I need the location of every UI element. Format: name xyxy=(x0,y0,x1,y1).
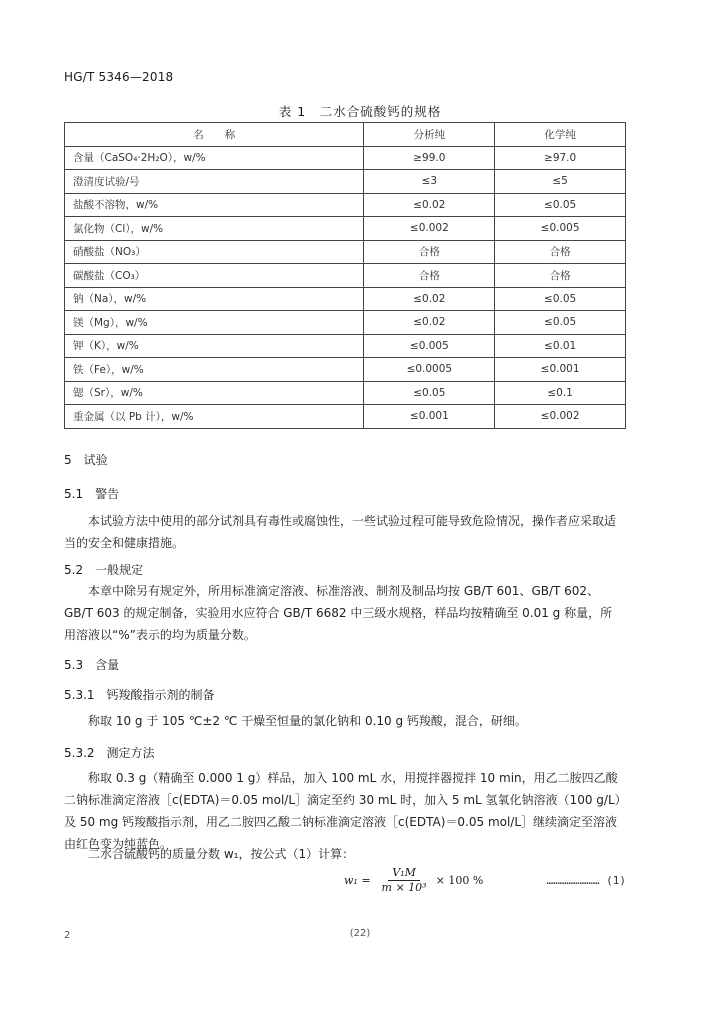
standard-number: HG/T 5346—2018 xyxy=(64,70,174,84)
formula-expression xyxy=(344,866,483,895)
table-body xyxy=(65,146,626,428)
column-header-analytical: 分析纯 xyxy=(364,123,495,147)
table-row xyxy=(65,334,626,358)
table-row xyxy=(65,170,626,194)
cell-chemical-grade: 合格 xyxy=(495,264,626,288)
section-5-2-text: 本章中除另有规定外，所用标准滴定溶液、标准溶液、制剂及制品均按 GB/T 601、GB/T 602、GB/T 603 的规定制备，实验用水应符合 GB/T 6682 中三级水规格，样品均按精确至 0.01 g 称量，所用溶液以“%”表示的均为质量分数。 xyxy=(64,584,613,642)
formula-lhs: w₁ = xyxy=(344,874,371,887)
table-row xyxy=(65,358,626,382)
cell-analytical-grade: ≤0.001 xyxy=(364,405,495,429)
cell-analytical-grade: ≥99.0 xyxy=(364,146,495,170)
cell-chemical-grade: ≤5 xyxy=(495,170,626,194)
cell-item-name: 重金属（以 Pb 计），w/% xyxy=(65,405,364,429)
formula-numerator: V₁M xyxy=(388,866,420,881)
table-row xyxy=(65,405,626,429)
cell-analytical-grade: ≤3 xyxy=(364,170,495,194)
section-5-3-2-text: 称取 0.3 g（精确至 0.000 1 g）样品，加入 100 mL 水，用搅拌器搅拌 10 min，用乙二胺四乙酸二钠标准滴定溶液［c(EDTA)＝0.05 mol/L］滴定至约 30 mL 时，加入 5 mL 氢氧化钠溶液（100 g/L）及 50 mg 钙羧酸指示剂，用乙二胺四乙酸二钠标准滴定溶液［c(EDTA)＝0.05 mol/L］继续滴定至溶液由红色变为纯蓝色。 xyxy=(64,771,621,851)
cell-chemical-grade: ≥97.0 xyxy=(495,146,626,170)
section-5-2-heading: 5.2 一般规定 xyxy=(64,563,144,577)
page-number: 2 xyxy=(64,930,71,941)
cell-item-name: 锶（Sr），w/% xyxy=(65,381,364,405)
cell-item-name: 镁（Mg），w/% xyxy=(65,311,364,335)
cell-chemical-grade: ≤0.1 xyxy=(495,381,626,405)
section-5-1-text: 本试验方法中使用的部分试剂具有毒性或腐蚀性，一些试验过程可能导致危险情况，操作者应采取适当的安全和健康措施。 xyxy=(64,514,617,550)
table-row xyxy=(65,381,626,405)
cell-analytical-grade: ≤0.002 xyxy=(364,217,495,241)
cell-analytical-grade: ≤0.02 xyxy=(364,193,495,217)
specification-table xyxy=(64,122,626,429)
formula-denominator: m × 10³ xyxy=(381,881,427,894)
section-5-3-2-text-2: 二水合硫酸钙的质量分数 w₁，按公式（1）计算： xyxy=(88,847,355,861)
column-header-name: 名 称 xyxy=(65,123,364,147)
table-row xyxy=(65,240,626,264)
cell-analytical-grade: ≤0.02 xyxy=(364,287,495,311)
formula-rhs: × 100 % xyxy=(435,874,484,887)
cell-chemical-grade: ≤0.005 xyxy=(495,217,626,241)
section-5-3-2-heading: 5.3.2 测定方法 xyxy=(64,746,155,760)
column-header-chemical: 化学纯 xyxy=(495,123,626,147)
cell-chemical-grade: ≤0.05 xyxy=(495,193,626,217)
table-row xyxy=(65,264,626,288)
section-5-3-heading: 5.3 含量 xyxy=(64,658,120,672)
cell-item-name: 盐酸不溶物，w/% xyxy=(65,193,364,217)
cell-analytical-grade: 合格 xyxy=(364,240,495,264)
cell-chemical-grade: 合格 xyxy=(495,240,626,264)
table-row xyxy=(65,311,626,335)
formula-fraction xyxy=(378,866,431,895)
cell-analytical-grade: ≤0.0005 xyxy=(364,358,495,382)
cell-item-name: 氯化物（Cl），w/% xyxy=(65,217,364,241)
cell-item-name: 含量（CaSO₄·2H₂O），w/% xyxy=(65,146,364,170)
table-row xyxy=(65,193,626,217)
table-title: 表 1 二水合硫酸钙的规格 xyxy=(278,104,442,119)
center-page-code: (22) xyxy=(349,928,371,939)
cell-chemical-grade: ≤0.002 xyxy=(495,405,626,429)
section-5-3-1-text: 称取 10 g 于 105 ℃±2 ℃ 干燥至恒量的氯化钠和 0.10 g 钙羧酸，混合，研细。 xyxy=(88,714,527,728)
cell-chemical-grade: ≤0.01 xyxy=(495,334,626,358)
cell-analytical-grade: ≤0.05 xyxy=(364,381,495,405)
formula-number: …………………… (1) xyxy=(546,874,626,887)
cell-chemical-grade: ≤0.05 xyxy=(495,311,626,335)
cell-item-name: 钾（K），w/% xyxy=(65,334,364,358)
cell-item-name: 澄清度试验/号 xyxy=(65,170,364,194)
cell-analytical-grade: ≤0.02 xyxy=(364,311,495,335)
section-5-heading: 5 试验 xyxy=(64,453,108,467)
section-5-3-1-heading: 5.3.1 钙羧酸指示剂的制备 xyxy=(64,688,215,702)
cell-chemical-grade: ≤0.001 xyxy=(495,358,626,382)
cell-item-name: 钠（Na），w/% xyxy=(65,287,364,311)
cell-item-name: 硝酸盐（NO₃） xyxy=(65,240,364,264)
table-header-row xyxy=(65,123,626,147)
formula-1 xyxy=(64,866,626,896)
cell-chemical-grade: ≤0.05 xyxy=(495,287,626,311)
table-row xyxy=(65,146,626,170)
cell-item-name: 碳酸盐（CO₃） xyxy=(65,264,364,288)
cell-analytical-grade: 合格 xyxy=(364,264,495,288)
table-row xyxy=(65,217,626,241)
section-5-1-heading: 5.1 警告 xyxy=(64,487,120,501)
cell-item-name: 铁（Fe），w/% xyxy=(65,358,364,382)
table-row xyxy=(65,287,626,311)
cell-analytical-grade: ≤0.005 xyxy=(364,334,495,358)
